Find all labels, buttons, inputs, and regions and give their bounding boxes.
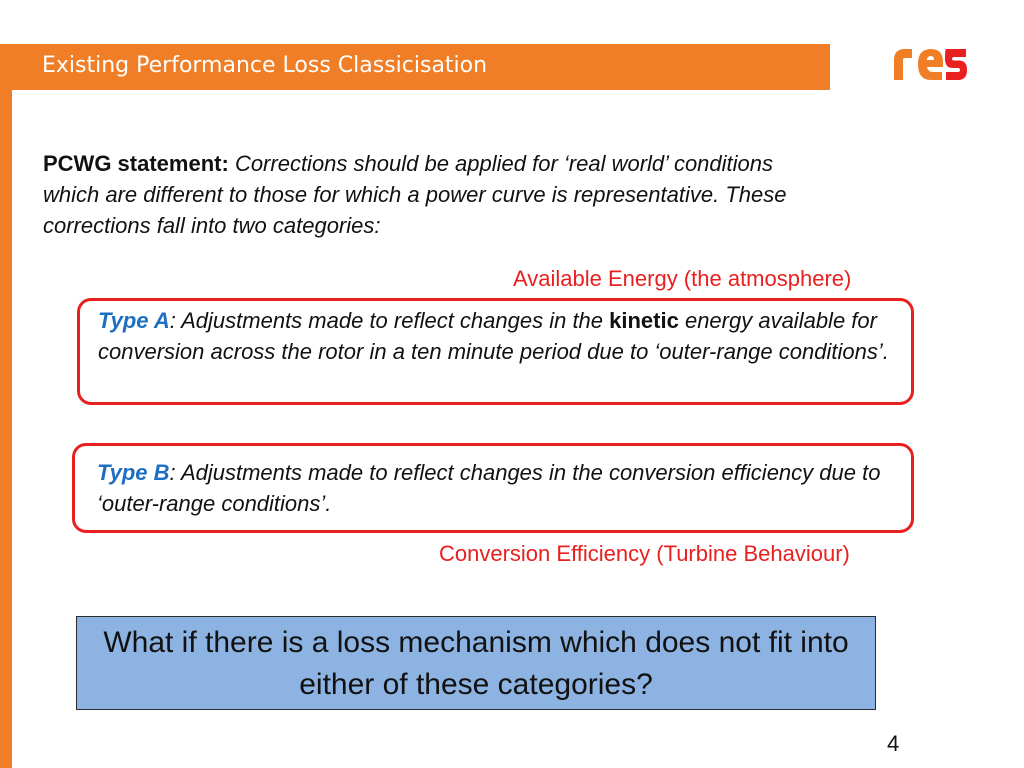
slide-title: Existing Performance Loss Classicisation [42,53,488,78]
type-b-text: : Adjustments made to reflect changes in the conversion efficiency due to ‘outer-range conditions’. [97,460,881,516]
type-a-box [77,298,914,405]
type-b-label: Type B [97,460,170,485]
title-bar [0,44,830,90]
statement-text: Corrections should be applied for ‘real world’ conditions which are different to those for which a power curve is representative. These corrections fall into two categories: [43,151,787,238]
type-a-text-before: : Adjustments made to reflect changes in the [169,308,610,333]
statement-label: PCWG statement [43,151,222,176]
question-box [76,616,876,710]
pcwg-statement [43,148,823,241]
page-number: 4 [887,731,900,756]
type-b-box [72,443,914,533]
type-a-keyword: kinetic [609,308,679,333]
available-energy-caption: Available Energy (the atmosphere) [513,266,852,291]
type-a-text-after: energy available for conversion across the rotor in a ten minute period due to ‘outer-range conditions’. [98,308,889,364]
res-logo-graphic [890,44,970,84]
conversion-efficiency-caption: Conversion Efficiency (Turbine Behaviour) [439,541,850,566]
type-a-label: Type A [98,308,170,333]
statement-separator: : [221,151,229,176]
question-text: What if there is a loss mechanism which does not fit into either of these categories? [103,626,849,701]
left-accent-bar [0,44,12,768]
res-logo [890,44,970,84]
